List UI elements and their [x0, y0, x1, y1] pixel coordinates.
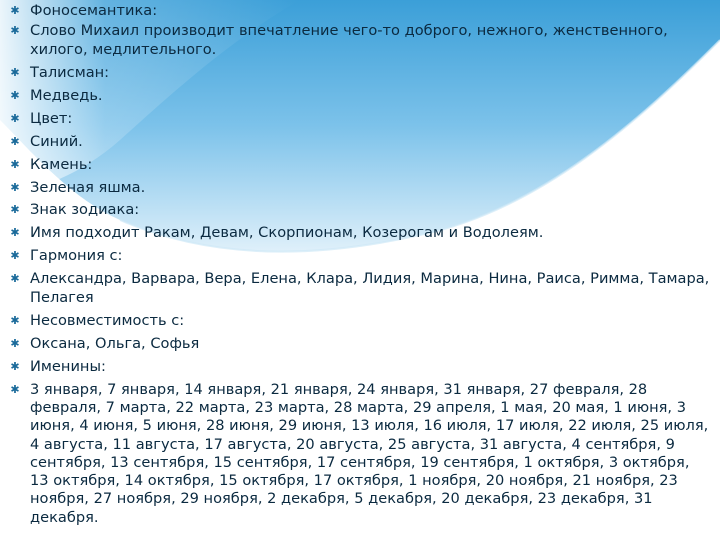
- asterisk-bullet-icon: ✱: [10, 65, 20, 79]
- item-text: Александра, Варвара, Вера, Елена, Клара, Лидия, Марина, Нина, Раиса, Римма, Тамара, Пелагея: [30, 270, 710, 306]
- item-text: Гармония с:: [30, 247, 123, 265]
- item-text: Синий.: [30, 132, 83, 150]
- item-text: Цвет:: [30, 109, 73, 127]
- list-item: [6, 110, 712, 128]
- asterisk-bullet-icon: ✱: [10, 111, 20, 125]
- item-text: 3 января, 7 января, 14 января, 21 января, 24 января, 31 января, 27 февраля, 28 февраля, 7 марта, 22 марта, 23 марта, 28 марта, 29 апреля, 1 мая, 20 мая, 1 июня, 3 июня, 4 июня, 5 июня, 28 июня, 29 июня, 13 июля, 16 июля, 17 июля, 22 июля, 25 июля, 4 августа, 11 августа, 17 августа, 20 августа, 25 августа, 31 августа, 4 сентября, 9 сентября, 13 сентября, 15 сентября, 17 сентября, 19 сентября, 1 октября, 3 октября, 13 октября, 14 октября, 15 октября, 17 октября, 1 ноября, 20 ноября, 21 ноября, 23 ноября, 27 ноября, 29 ноября, 2 декабря, 5 декабря, 20 декабря, 23 декабря, 31 декабря.: [30, 380, 709, 526]
- asterisk-bullet-icon: ✱: [10, 313, 20, 327]
- item-text: Несовместимость с:: [30, 311, 185, 329]
- asterisk-bullet-icon: ✱: [10, 4, 20, 17]
- asterisk-bullet-icon: ✱: [10, 203, 20, 217]
- asterisk-bullet-icon: ✱: [10, 157, 20, 171]
- list-item: [6, 156, 712, 174]
- item-text: Зеленая яшма.: [30, 178, 146, 196]
- list-item: [6, 87, 712, 105]
- list-item: [6, 358, 712, 376]
- list-item: [6, 133, 712, 151]
- item-text: Камень:: [30, 155, 93, 173]
- list-item: [6, 179, 712, 197]
- list-item: [6, 312, 712, 330]
- list-item: [6, 247, 712, 265]
- list-item: [6, 201, 712, 219]
- list-item: [6, 64, 712, 82]
- asterisk-bullet-icon: ✱: [10, 134, 20, 148]
- list-item: [6, 381, 712, 527]
- asterisk-bullet-icon: ✱: [10, 336, 20, 350]
- item-text: Именины:: [30, 357, 106, 375]
- bullet-list: [6, 2, 712, 527]
- item-text: Фоносемантика:: [30, 2, 158, 19]
- asterisk-bullet-icon: ✱: [10, 88, 20, 102]
- bullet-list-container: [6, 2, 712, 532]
- list-item: [6, 270, 712, 307]
- asterisk-bullet-icon: ✱: [10, 272, 20, 286]
- asterisk-bullet-icon: ✱: [10, 24, 20, 38]
- item-text: Знак зодиака:: [30, 201, 140, 219]
- list-item: [6, 224, 712, 242]
- item-text: Оксана, Ольга, Софья: [30, 334, 200, 352]
- item-text: Слово Михаил производит впечатление чего-то доброго, нежного, женственного, хилого, медлительного.: [30, 22, 668, 58]
- asterisk-bullet-icon: ✱: [10, 382, 20, 396]
- asterisk-bullet-icon: ✱: [10, 359, 20, 373]
- asterisk-bullet-icon: ✱: [10, 226, 20, 240]
- list-item: [6, 2, 712, 20]
- list-item: [6, 335, 712, 353]
- item-text: Талисман:: [30, 63, 110, 81]
- list-item: [6, 22, 712, 59]
- asterisk-bullet-icon: ✱: [10, 180, 20, 194]
- item-text: Медведь.: [30, 86, 103, 104]
- item-text: Имя подходит Ракам, Девам, Скорпионам, Козерогам и Водолеям.: [30, 224, 544, 242]
- asterisk-bullet-icon: ✱: [10, 249, 20, 263]
